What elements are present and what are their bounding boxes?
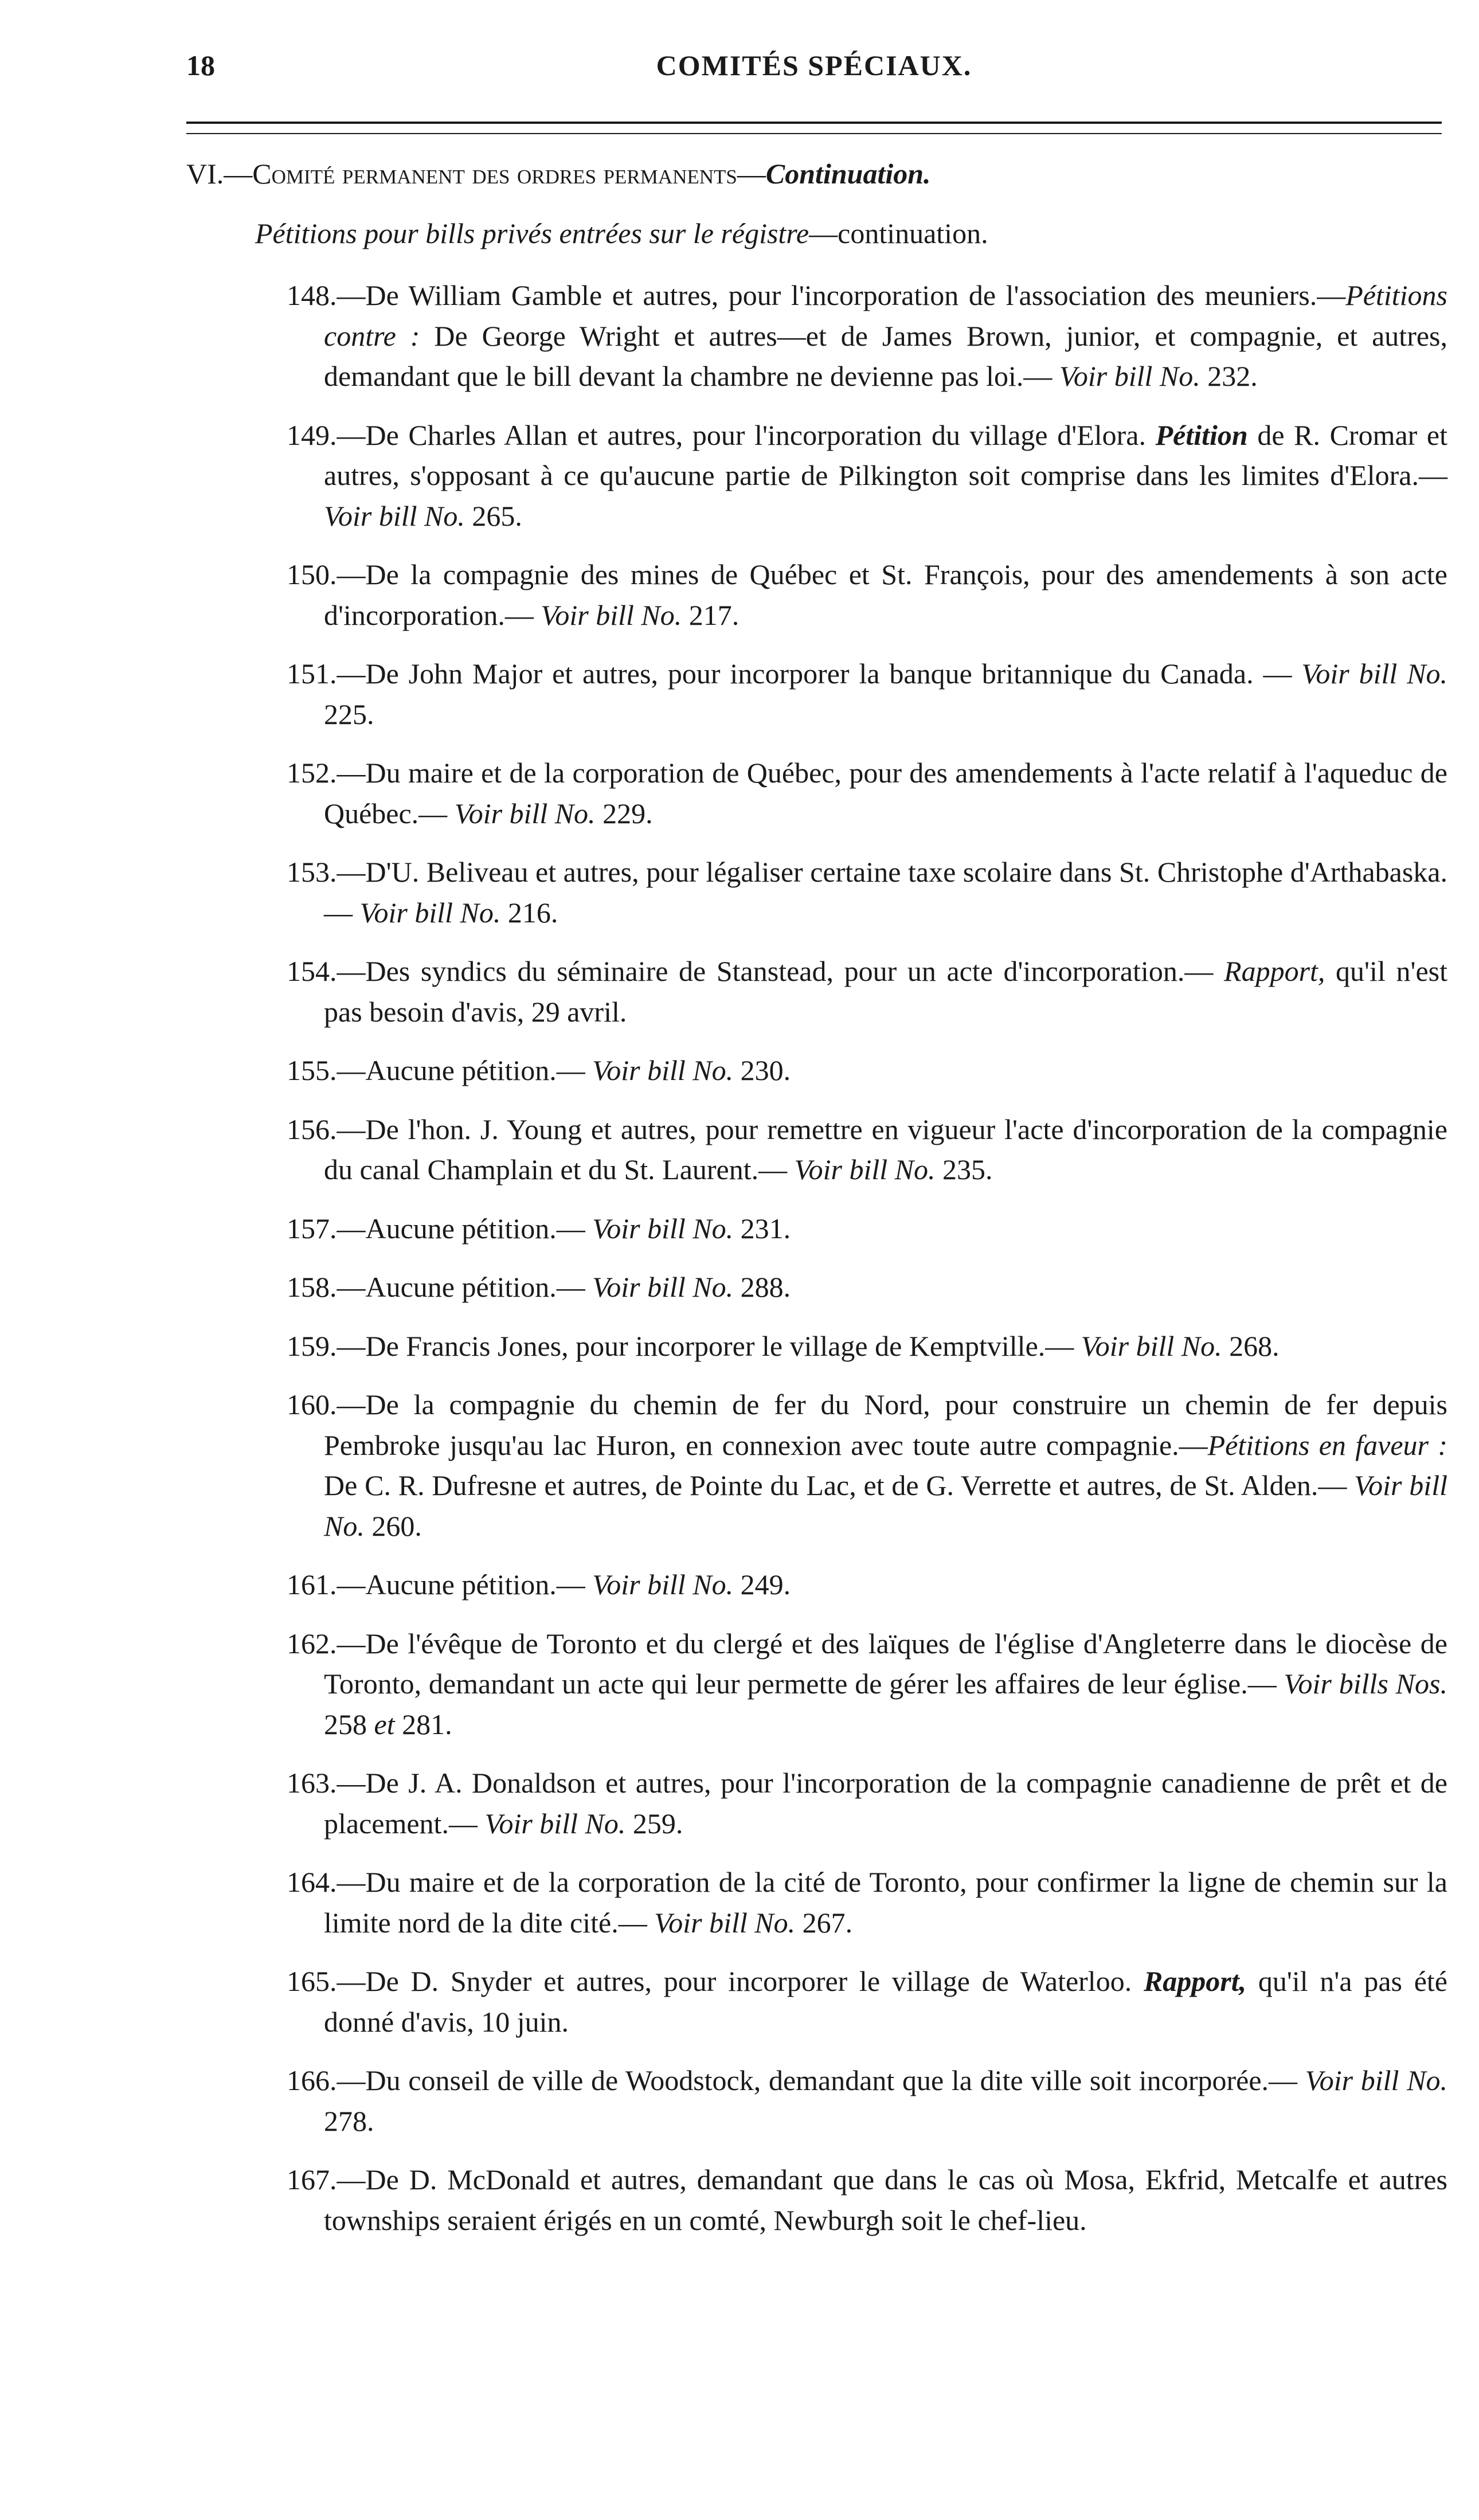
petition-entry (287, 1384, 1447, 1546)
header-rule-thin (186, 133, 1442, 134)
petition-text: —Des syndics du séminaire de Stanstead, pour un acte d'incorporation.— (337, 955, 1224, 987)
petition-text: —Aucune pétition.— (337, 1212, 585, 1245)
petition-entry (287, 654, 1447, 734)
petition-number: 158. (287, 1271, 337, 1303)
petition-text: 235. (935, 1153, 993, 1185)
petition-number: 166. (287, 2064, 337, 2096)
petition-entry (287, 1208, 1447, 1249)
petition-text: Pétitions en faveur : (1207, 1429, 1447, 1461)
petition-text: —Du conseil de ville de Woodstock, demandant que la dite ville soit incorporée.— (337, 2064, 1298, 2096)
petition-entry (287, 1763, 1447, 1844)
petition-text: —Aucune pétition.— (337, 1271, 585, 1303)
petition-entry (287, 753, 1447, 834)
petition-text: qu'il n'est pas besoin d'avis, 29 avril. (324, 955, 1447, 1028)
petition-text: —De D. McDonald et autres, demandant que dans le cas où Mosa, Ekfrid, Metcalfe et autres townships seraient érigés en un comté, Newburgh soit le chef-lieu. (324, 2163, 1447, 2236)
petition-entry (287, 1862, 1447, 1943)
section-continuation: Continuation. (765, 158, 931, 190)
petition-text: Rapport, (1224, 955, 1325, 987)
petition-text: —De Charles Allan et autres, pour l'incorporation du village d'Elora. (337, 418, 1156, 451)
petition-number: 149. (287, 418, 337, 451)
petition-entry (287, 1109, 1447, 1190)
petition-text: —De la compagnie des mines de Québec et St. François, pour des amendements à son acte d'incorporation.— (324, 558, 1447, 631)
petition-entry (287, 2159, 1447, 2240)
petition-text: De George Wright et autres—et de James Brown, junior, et compagnie, et autres, demandant que le bill devant la chambre ne devienne pas loi.— (324, 319, 1448, 392)
petition-list (287, 275, 1447, 2259)
petition-text: Voir bill No. (585, 1568, 734, 1601)
page-header (186, 49, 1442, 100)
petition-entry (287, 554, 1447, 635)
petition-text: —De John Major et autres, pour incorporer la banque britannique du Canada. — (337, 658, 1292, 690)
petition-number: 154. (287, 955, 337, 987)
petition-text: —Du maire et de la corporation de la cité de Toronto, pour confirmer la ligne de chemin sur la limite nord de la dite cité.— (324, 1866, 1447, 1939)
petition-text: 231. (733, 1212, 791, 1245)
page-number: 18 (186, 49, 215, 81)
petition-text: Voir bill No. (447, 797, 596, 829)
petition-text: Voir bill No. (1052, 360, 1200, 392)
petition-text: —De William Gamble et autres, pour l'incorporation de l'association des meuniers.— (337, 279, 1346, 311)
petition-entry (287, 852, 1447, 933)
petition-text: Voir bill No. (324, 499, 465, 532)
petition-text: Pétition (1155, 418, 1248, 451)
petition-number: 161. (287, 1568, 337, 1601)
petition-number: 159. (287, 1329, 337, 1362)
petition-text: 229. (595, 797, 653, 829)
petition-text: 249. (733, 1568, 791, 1601)
petition-number: 167. (287, 2163, 337, 2196)
petition-entry (287, 951, 1447, 1032)
petition-text: Voir bill No. (585, 1054, 734, 1086)
petition-text: Voir bill No. (1292, 658, 1448, 690)
petition-number: 152. (287, 757, 337, 789)
running-title: COMITÉS SPÉCIAUX. (656, 49, 972, 81)
petition-text: 281. (394, 1708, 452, 1740)
petition-text: —Aucune pétition.— (337, 1568, 585, 1601)
petition-text: —De la compagnie du chemin de fer du Nord, pour construire un chemin de fer depuis Pembroke jusqu'au lac Huron, en connexion avec toute autre compagnie.— (324, 1388, 1447, 1461)
petition-text: qu'il n'a pas été donné d'avis, 10 juin. (324, 1965, 1447, 2038)
header-rule-thick (186, 122, 1442, 124)
petition-entry (287, 1326, 1447, 1367)
subheading-rest: —continuation. (809, 217, 988, 249)
petition-text: Voir bill No. (585, 1212, 734, 1245)
petition-number: 150. (287, 558, 337, 590)
petition-text: Voir bill No. (1074, 1329, 1222, 1362)
petition-text: 288. (733, 1271, 791, 1303)
petition-entry (287, 275, 1447, 397)
petition-number: 164. (287, 1866, 337, 1898)
section-number: VI. (186, 158, 224, 190)
petition-text: Voir bill No. (585, 1271, 734, 1303)
petition-text: Voir bill No. (533, 598, 682, 631)
petition-entry (287, 415, 1447, 537)
petition-text: Pétitions contre : (324, 279, 1447, 352)
petition-text: de R. Cromar et autres, s'opposant à ce qu'aucune partie de Pilkington soit comprise dans les limites d'Elora.— (324, 418, 1447, 491)
petition-text: —De J. A. Donaldson et autres, pour l'incorporation de la compagnie canadienne de prêt et de placement.— (324, 1767, 1447, 1840)
petition-text: 258 (324, 1708, 374, 1740)
petition-number: 155. (287, 1054, 337, 1086)
petition-text: Voir bill No. (324, 1469, 1447, 1542)
petition-text: Voir bill No. (787, 1153, 936, 1185)
petition-entry (287, 2060, 1447, 2141)
petition-number: 165. (287, 1965, 337, 1997)
petition-number: 156. (287, 1113, 337, 1145)
petition-text: 232. (1200, 360, 1258, 392)
petition-text: —D'U. Beliveau et autres, pour légaliser certaine taxe scolaire dans St. Christophe d'Arthabaska.— (324, 856, 1447, 929)
subheading-italic: Pétitions pour bills privés entrées sur le régistre (255, 217, 809, 249)
petition-entry (287, 1623, 1447, 1745)
petition-number: 160. (287, 1388, 337, 1421)
petition-entry (287, 1267, 1447, 1308)
petition-text: De C. R. Dufresne et autres, de Pointe du Lac, et de G. Verrette et autres, de St. Alden.— (324, 1469, 1347, 1501)
petition-text: —De l'hon. J. Young et autres, pour remettre en vigueur l'acte d'incorporation de la compagnie du canal Champlain et du St. Laurent.— (324, 1113, 1447, 1185)
petition-text: Voir bill No. (353, 896, 501, 929)
petition-text: —De D. Snyder et autres, pour incorporer le village de Waterloo. (337, 1965, 1144, 1997)
petition-text: Voir bills Nos. (1276, 1668, 1447, 1700)
petition-text: —De Francis Jones, pour incorporer le village de Kemptville.— (337, 1329, 1074, 1362)
petition-entry (287, 1564, 1447, 1605)
petition-text: —De l'évêque de Toronto et du clergé et des laïques de l'église d'Angleterre dans le diocèse de Toronto, demandant un acte qui leur permette de gérer les affaires de leur église.— (324, 1627, 1447, 1700)
petition-text: Rapport, (1143, 1965, 1247, 1997)
petition-text: 268. (1222, 1329, 1280, 1362)
petition-text: 225. (324, 698, 374, 730)
petition-number: 151. (287, 658, 337, 690)
petition-text: 216. (500, 896, 558, 929)
petition-text: 267. (795, 1906, 853, 1939)
section-heading (186, 154, 1447, 194)
petition-number: 148. (287, 279, 337, 311)
petition-text: Voir bill No. (647, 1906, 796, 1939)
petition-text: —Du maire et de la corporation de Québec, pour des amendements à l'acte relatif à l'aqueduc de Québec.— (324, 757, 1447, 829)
petition-number: 153. (287, 856, 337, 888)
petition-text: 265. (464, 499, 522, 532)
petition-entry (287, 1050, 1447, 1091)
petition-text: 230. (733, 1054, 791, 1086)
subheading (255, 213, 1447, 253)
petition-number: 163. (287, 1767, 337, 1799)
petition-text: 278. (324, 2104, 374, 2137)
petition-text: 259. (625, 1807, 683, 1840)
petition-number: 162. (287, 1627, 337, 1660)
petition-text: 217. (682, 598, 740, 631)
petition-text: —Aucune pétition.— (337, 1054, 585, 1086)
petition-text: et (374, 1708, 395, 1740)
petition-text: 260. (364, 1509, 422, 1542)
petition-text: Voir bill No. (1297, 2064, 1447, 2096)
section-title: —Comité permanent des ordres permanents— (224, 158, 766, 190)
petition-text: Voir bill No. (477, 1807, 626, 1840)
petition-number: 157. (287, 1212, 337, 1245)
petition-entry (287, 1961, 1447, 2042)
